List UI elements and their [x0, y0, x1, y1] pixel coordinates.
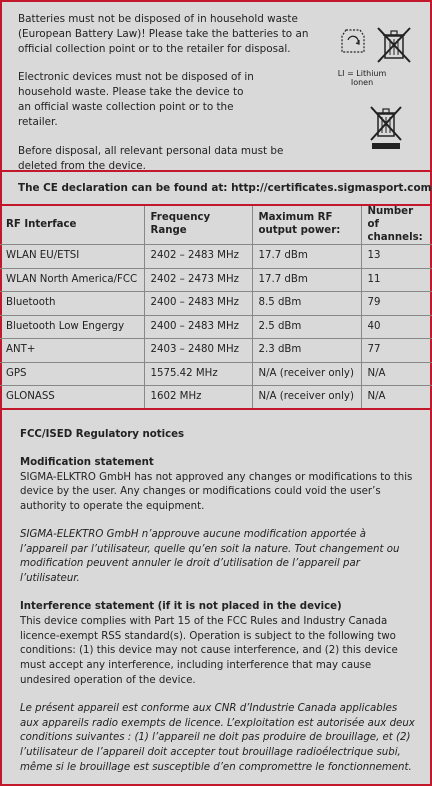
table-cell: 2403 – 2480 MHz [144, 339, 252, 363]
battery-disposal-text: Batteries must not be disposed of in household waste (European Battery Law)! Please take the batteries to an official collection point or to the retailer for disposal. [18, 13, 309, 56]
table-row [0, 315, 432, 339]
table-cell: 2.5 dBm [252, 315, 361, 339]
table-cell: N/A [361, 362, 432, 386]
table-cell: 77 [361, 339, 432, 363]
table-cell: WLAN North America/FCC [0, 268, 144, 292]
fcc-title: FCC/ISED Regulatory notices [20, 429, 185, 440]
interference-text-fr: Le présent appareil est conforme aux CNR d’Industrie Canada applicables aux appareils radio exempts de licence. L’exploitation est autorisée aux deux conditions suivantes : (1) l’appareil ne doit pas produire de brouillage, et (2) l’utilisateur de l’appareil doit accepter tout brouillage radioélectrique subi, même si le brouillage est susceptible d’en compromettre le fonctionnement. [20, 702, 415, 773]
column-header: Frequency Range [144, 205, 252, 245]
modification-heading: Modification statement [20, 456, 154, 468]
column-header: RF Interface [0, 205, 144, 245]
table-row [0, 386, 432, 410]
table-row [0, 268, 432, 292]
table-cell: N/A (receiver only) [252, 362, 361, 386]
table-cell: 11 [361, 268, 432, 292]
table-cell: 17.7 dBm [252, 245, 361, 269]
table-row [0, 362, 432, 386]
table-cell: 2402 – 2473 MHz [144, 268, 252, 292]
table-cell: 13 [361, 245, 432, 269]
table-header-row [0, 205, 432, 245]
ce-declaration: The CE declaration can be found at: http://certificates.sigmasport.com [18, 182, 432, 194]
table-cell: 79 [361, 292, 432, 316]
modification-text-fr: SIGMA-ELEKTRO GmbH n’approuve aucune modification apportée à l’appareil par l’utilisateur, quelle qu’en soit la nature. Tout changement ou modification peuvent annuler le droit d’utilisation de l’appareil par l’utilisateur. [20, 528, 400, 585]
table-cell: 2400 – 2483 MHz [144, 315, 252, 339]
table-cell: N/A [361, 386, 432, 410]
battery-type-label: LI = Lithium Ionen [337, 69, 387, 87]
column-header: Number of channels: [361, 205, 432, 245]
table-cell: ANT+ [0, 339, 144, 363]
battery-recycle-icon [338, 26, 368, 60]
table-cell: 2400 – 2483 MHz [144, 292, 252, 316]
table-cell: 1575.42 MHz [144, 362, 252, 386]
top-border [0, 0, 432, 2]
table-cell: N/A (receiver only) [252, 386, 361, 410]
table-row [0, 292, 432, 316]
table-cell: Bluetooth Low Engergy [0, 315, 144, 339]
disposal-icons [330, 26, 420, 166]
crossed-bin-icon [374, 26, 414, 64]
table-row [0, 339, 432, 363]
table-cell: WLAN EU/ETSI [0, 245, 144, 269]
table-cell: 2402 – 2483 MHz [144, 245, 252, 269]
table-cell: 2.3 dBm [252, 339, 361, 363]
crossed-bin-bar-icon [368, 106, 404, 152]
table-cell: 17.7 dBm [252, 268, 361, 292]
table-cell: GLONASS [0, 386, 144, 410]
modification-text: SIGMA-ELKTRO GmbH has not approved any changes or modifications to this device by the user. Any changes or modifications could void the user’s authority to operate the equipment. [20, 471, 413, 513]
table-cell: 8.5 dBm [252, 292, 361, 316]
table-cell: GPS [0, 362, 144, 386]
table-cell: Bluetooth [0, 292, 144, 316]
fcc-section [20, 428, 415, 776]
personal-data-text: Before disposal, all relevant personal data must be deleted from the device. [18, 144, 284, 172]
interference-heading: Interference statement (if it is not placed in the device) [20, 601, 342, 613]
interference-text: This device complies with Part 15 of the FCC Rules and Industry Canada licence-exempt RSS standard(s). Operation is subject to the following two conditions: (1) this device may not cause interference, and (2) this device must accept any interference, including interference that may cause undesired operation of the device. [20, 615, 398, 686]
disposal-section [18, 12, 318, 187]
table-cell: 40 [361, 315, 432, 339]
electronic-disposal-text: Electronic devices must not be disposed of in household waste. Please take the device to an official waste collection point or to the retailer. [18, 71, 254, 129]
column-header: Maximum RF output power: [252, 205, 361, 245]
rf-table [0, 204, 432, 410]
table-row [0, 245, 432, 269]
table-cell: 1602 MHz [144, 386, 252, 410]
